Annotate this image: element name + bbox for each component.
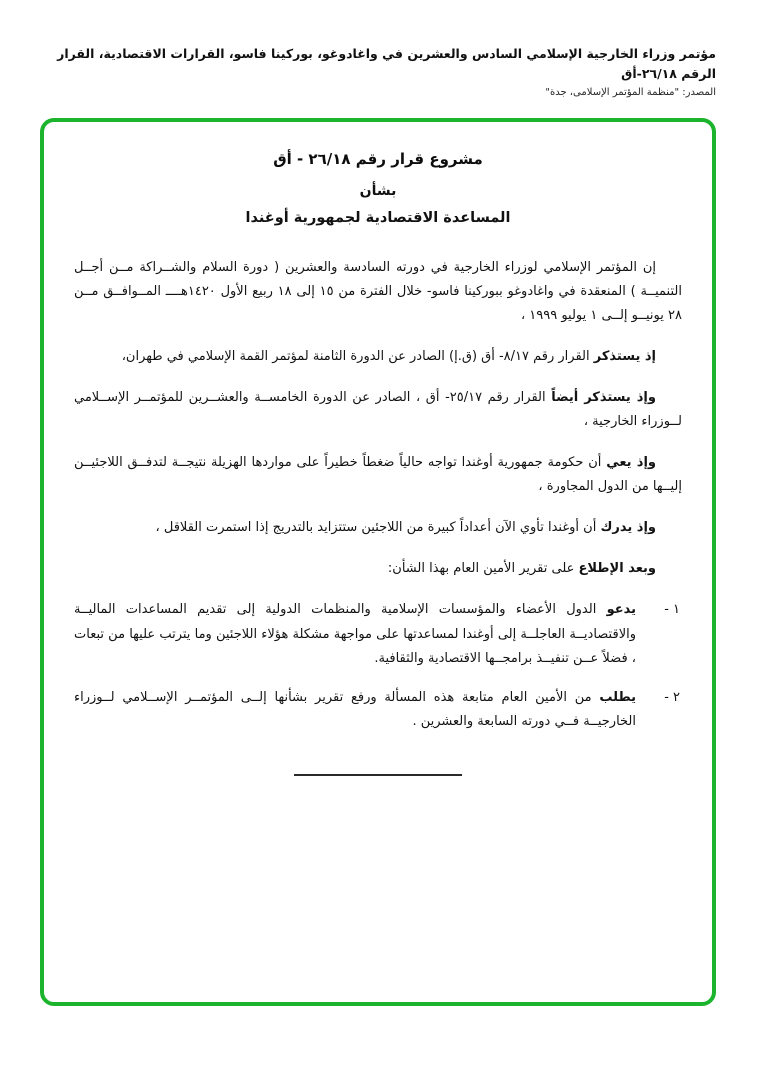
item-text-block bbox=[74, 686, 636, 734]
source-title: مؤتمر وزراء الخارجية الإسلامي السادس والعشرين في واغادوغو، بوركينا فاسو، القرارات الاقتصادية، القرار الرقم ٢٦/١٨-أق bbox=[57, 46, 716, 81]
item-text: من الأمين العام متابعة هذه المسألة ورفع تقرير بشأنها إلــى المؤتمــر الإســلامي لــوزراء الخارجيــة فــي دورته السابعة والعشرين . bbox=[74, 689, 636, 729]
end-divider bbox=[294, 774, 462, 776]
clause-realizing bbox=[74, 516, 682, 540]
item-lead: يدعو bbox=[606, 602, 636, 618]
clause-text: أن أوغندا تأوي الآن أعداداً كبيرة من اللاجئين ستتزايد بالتدريج إذا استمرت القلاقل ، bbox=[155, 520, 601, 536]
preamble-paragraph: إن المؤتمر الإسلامي لوزراء الخارجية في دورته السادسة والعشرين ( دورة السلام والشــراكة مــن أجــل التنميــة ) المنعقدة في واغادوغو ببوركينا فاسو- خلال الفترة من ١٥ إلى ١٨ ربيع الأول ١٤٢٠هــــ المــوافــق مــن ٢٨ يونيــو إلــى ١ يوليو ١٩٩٩ ، bbox=[74, 260, 682, 324]
clause-aware bbox=[74, 451, 682, 499]
operative-item-1 bbox=[74, 598, 682, 670]
resolution-subject: المساعدة الاقتصادية لجمهورية أوغندا bbox=[245, 210, 511, 226]
source-citation: المصدر: "منظمة المؤتمر الإسلامى، جدة" bbox=[545, 87, 716, 98]
clause-lead: وبعد الإطلاع bbox=[578, 561, 656, 577]
clause-lead: وإذ يعي bbox=[606, 455, 656, 471]
item-text: الدول الأعضاء والمؤسسات الإسلامية والمنظمات الدولية إلى تقديم المساعدات الماليــة والاقتصاديــة العاجلــة إلى أوغندا لمساعدتها على مواجهة مشكلة هؤلاء اللاجئين وما يترتب عليها من تبعات ، فضلاً عــن تنفيــذ برامجــها الاقتصادية والثقافية. bbox=[74, 602, 636, 666]
operative-items bbox=[74, 598, 682, 733]
clause-having-considered bbox=[74, 557, 682, 581]
clause-lead: وإذ يدرك bbox=[600, 520, 656, 536]
clause-text: على تقرير الأمين العام بهذا الشأن: bbox=[387, 561, 579, 577]
resolution-body bbox=[74, 256, 682, 776]
item-number: ٢ - bbox=[664, 689, 680, 705]
clause-recalling bbox=[74, 345, 682, 369]
source-header bbox=[40, 44, 720, 98]
resolution-title: مشروع قرار رقم ٢٦/١٨ - أق bbox=[273, 150, 483, 168]
resolution-about: بشأن bbox=[359, 183, 397, 199]
item-lead: يطلب bbox=[599, 689, 636, 705]
operative-item-2 bbox=[74, 686, 682, 734]
clause-lead: وإذ يستذكر أيضاً bbox=[551, 390, 656, 406]
resolution-title-block bbox=[74, 150, 682, 226]
resolution-frame bbox=[40, 118, 716, 1006]
clause-text: القرار رقم ٨/١٧- أق (ق.إ) الصادر عن الدورة الثامنة لمؤتمر القمة الإسلامي في طهران، bbox=[121, 349, 594, 365]
item-number: ١ - bbox=[664, 602, 680, 618]
clause-recalling-also bbox=[74, 386, 682, 434]
clause-lead: إذ يستذكر bbox=[593, 349, 656, 365]
item-text-block bbox=[74, 598, 636, 670]
clause-text: القرار رقم ٢٥/١٧- أق ، الصادر عن الدورة الخامســة والعشــرين للمؤتمــر الإســلامي لــوزراء الخارجية ، bbox=[74, 390, 682, 430]
clause-text: أن حكومة جمهورية أوغندا تواجه حالياً ضغطاً خطيراً على مواردها الهزيلة نتيجــة لتدفــق اللاجئيــن إليــها من الدول المجاورة ، bbox=[74, 455, 682, 495]
